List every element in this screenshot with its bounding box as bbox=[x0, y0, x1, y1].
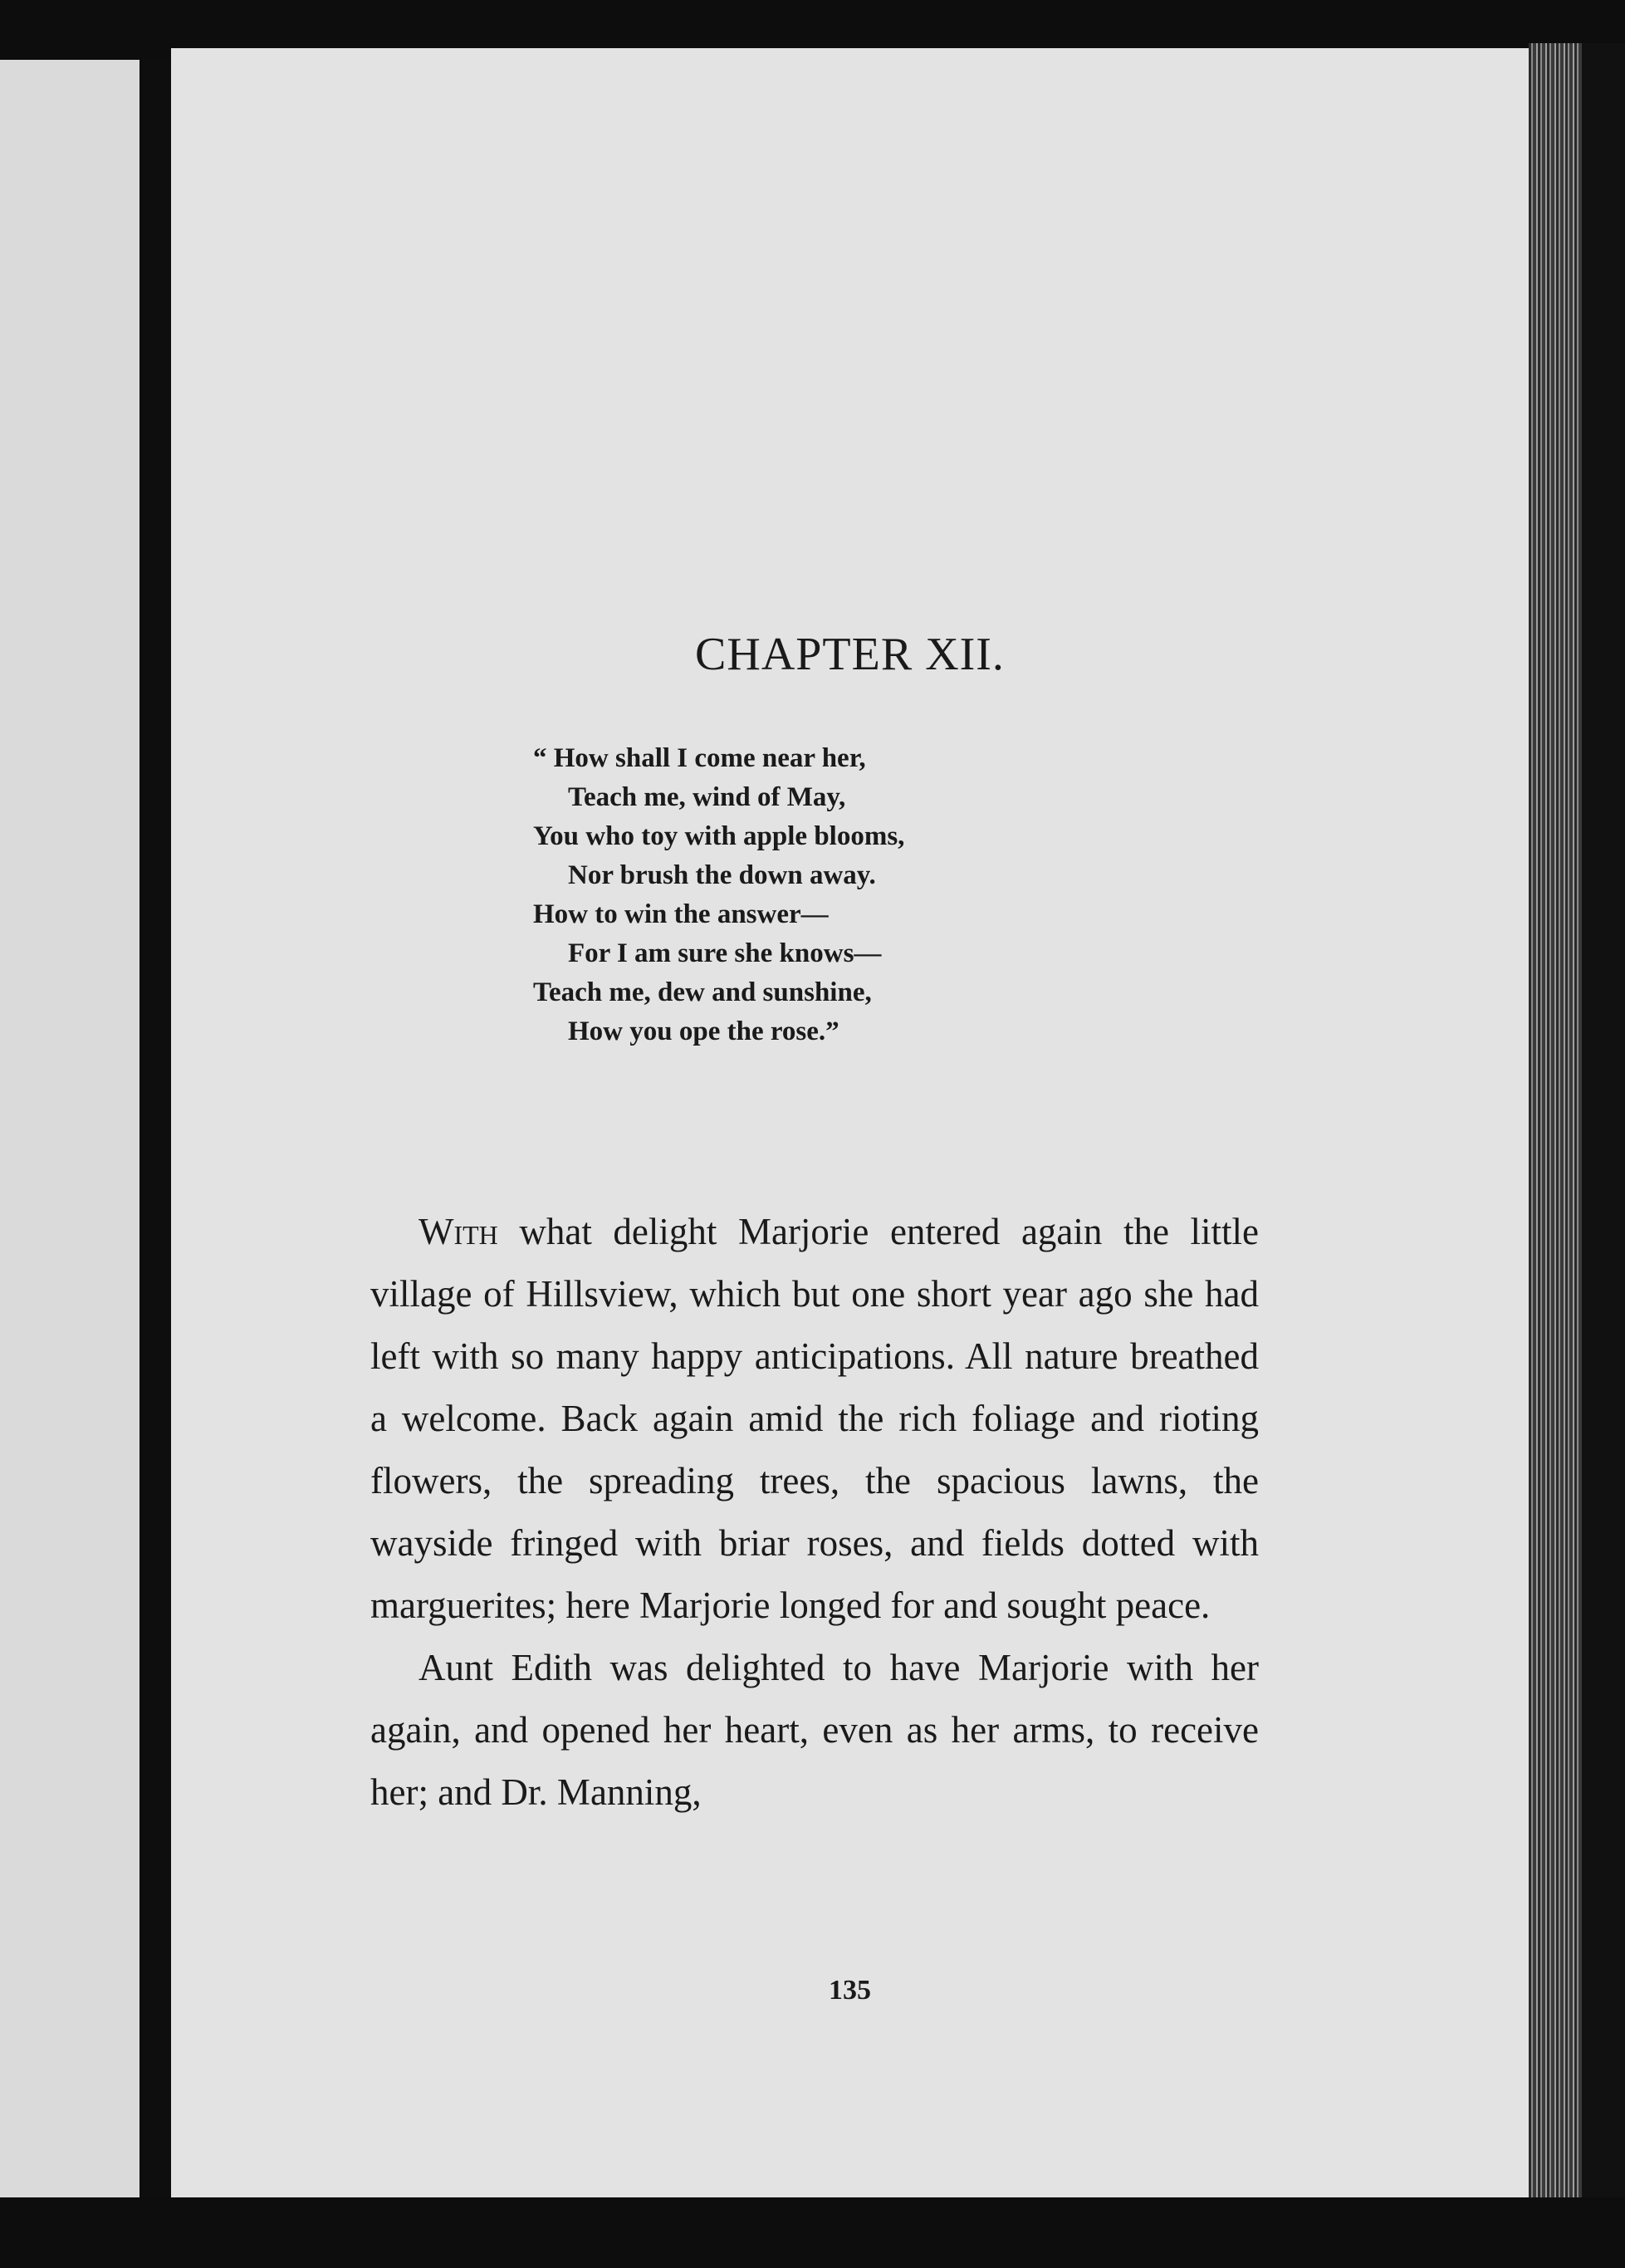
page-number: 135 bbox=[829, 1975, 871, 2006]
paragraph: Aunt Edith was delighted to have Marjorie with her again, and opened her heart, even as her arms, to receive her; and Dr. Manning, bbox=[370, 1647, 1259, 1813]
epigraph-line: For I am sure she knows— bbox=[568, 938, 882, 968]
epigraph-line: Nor brush the down away. bbox=[568, 860, 876, 890]
book-gutter bbox=[139, 60, 171, 2211]
paragraph-text: what delight Marjorie entered again the little village of Hillsview, which but one short year ago she had left with so many happy anticipations. All nature breathed a welcome. Back again amid the rich foliage and rioting flowers, the spreading trees, the spacious lawns, the wayside fringed with briar roses, and fields dotted with marguerites; here Marjorie longed for and sought peace. bbox=[370, 1211, 1259, 1626]
chapter-title: CHAPTER XII. bbox=[695, 629, 1005, 680]
paragraph bbox=[370, 1201, 1259, 1637]
scan-border-bottom bbox=[0, 2197, 1625, 2268]
epigraph-line: “ How shall I come near her, bbox=[533, 743, 866, 773]
epigraph bbox=[533, 739, 1280, 1051]
facing-page-edge bbox=[0, 60, 139, 2207]
scan-border-right bbox=[1582, 43, 1625, 2219]
body-text bbox=[370, 1201, 1259, 1824]
epigraph-line: Teach me, wind of May, bbox=[568, 782, 846, 812]
epigraph-line: Teach me, dew and sunshine, bbox=[533, 977, 872, 1007]
epigraph-line: How you ope the rose.” bbox=[568, 1016, 839, 1046]
epigraph-line: You who toy with apple blooms, bbox=[533, 821, 905, 851]
page-content bbox=[171, 48, 1529, 2197]
paragraph-lead-word: With bbox=[418, 1211, 498, 1252]
epigraph-line: How to win the answer— bbox=[533, 899, 829, 929]
book-page bbox=[171, 48, 1529, 2197]
